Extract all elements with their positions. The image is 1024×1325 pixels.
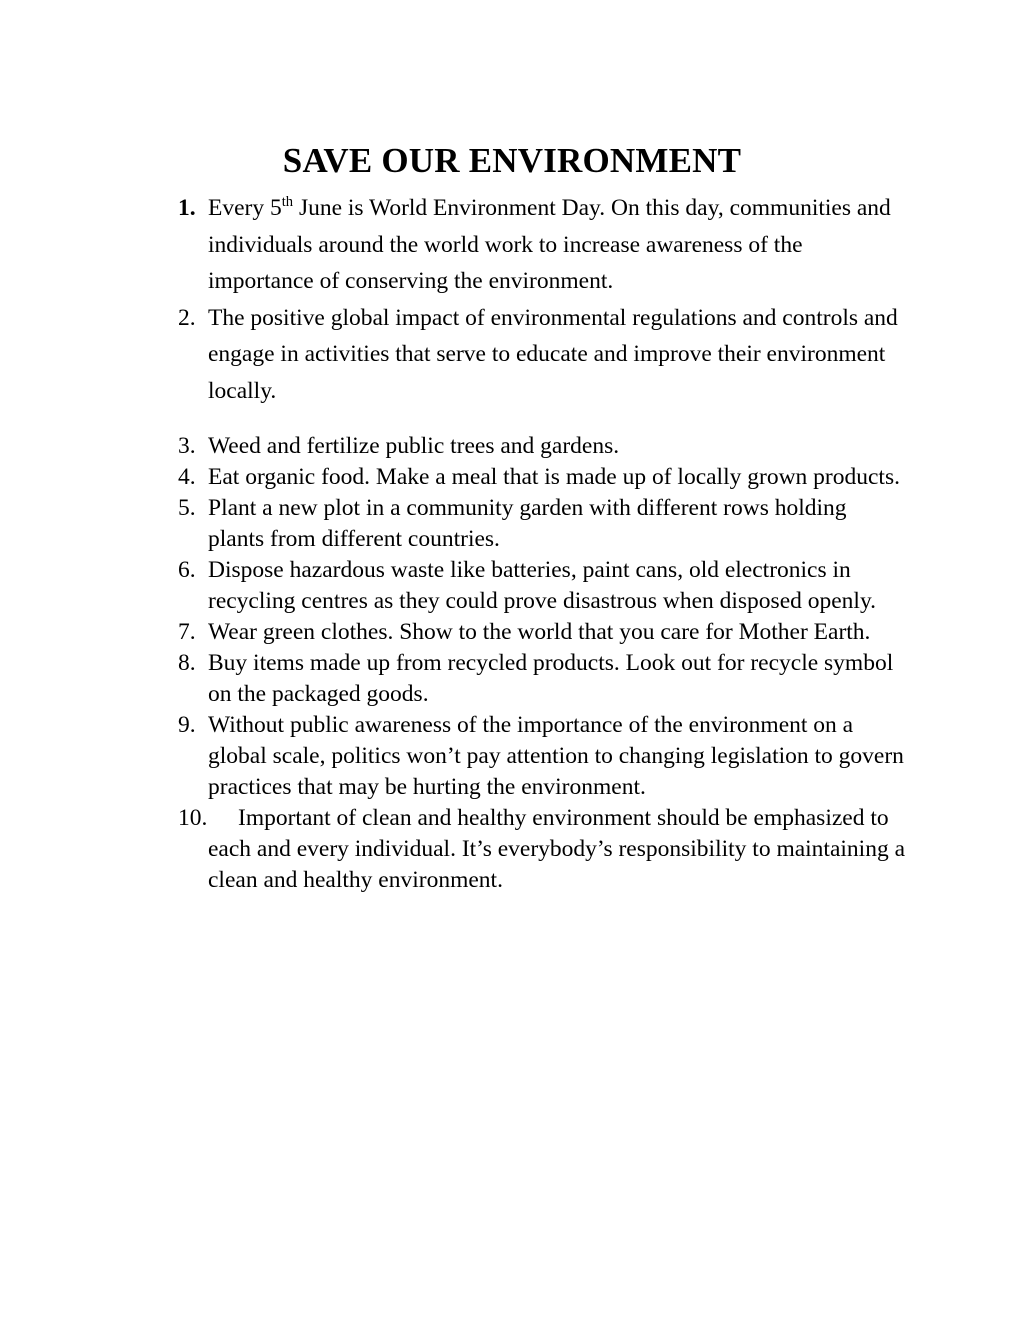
list-item <box>178 803 908 896</box>
list-item-text: Wear green clothes. Show to the world that you care for Mother Earth. <box>208 619 871 645</box>
list-item-marker: 3. <box>178 433 196 459</box>
list-item-marker: 1. <box>178 195 196 221</box>
list-item-marker: 7. <box>178 619 196 645</box>
list-item <box>178 190 908 300</box>
list-item <box>178 300 908 410</box>
list-item-text: Weed and fertilize public trees and gardens. <box>208 433 620 459</box>
list-item-marker: 5. <box>178 495 196 521</box>
list-item-text: Plant a new plot in a community garden with different rows holding plants from different countries. <box>208 495 847 552</box>
list-item-marker: 4. <box>178 464 196 490</box>
list-item-text <box>208 190 908 300</box>
list-item <box>178 710 908 803</box>
ordinal-suffix: th <box>281 194 294 211</box>
list-item-text-part: Important of clean and healthy environment should be emphasized to each and every individual. It’s everybody’s responsibility to maintaining a clean and healthy environment. <box>208 805 906 893</box>
page-title: SAVE OUR ENVIRONMENT <box>282 141 742 181</box>
list-item <box>178 648 908 710</box>
list-item-text: The positive global impact of environmental regulations and controls and engage in activities that serve to educate and improve their environment locally. <box>208 304 898 404</box>
list-item <box>178 462 908 493</box>
list-item-marker: 9. <box>178 712 196 738</box>
list-item-text: Buy items made up from recycled products. Look out for recycle symbol on the packaged goods. <box>208 650 894 707</box>
list-item-marker: 2. <box>178 304 196 331</box>
list-item-text-part: June is World Environment Day. On this day, communities and individuals around the world work to increase awareness of the importance of conserving the environment. <box>208 195 891 294</box>
list-item-text: Dispose hazardous waste like batteries, paint cans, old electronics in recycling centres as they could prove disastrous when disposed openly. <box>208 557 877 614</box>
list-item <box>178 493 908 555</box>
list-item-text: Eat organic food. Make a meal that is made up of locally grown products. <box>208 464 900 490</box>
list-item <box>178 431 908 462</box>
list-item-text <box>208 803 908 896</box>
list-item-marker: 10. <box>178 805 208 831</box>
list-item <box>178 617 908 648</box>
numbered-list <box>178 190 908 896</box>
list-item-text-part: Every 5 <box>208 195 282 221</box>
list-item-text: Without public awareness of the importance of the environment on a global scale, politics won’t pay attention to changing legislation to govern practices that may be hurting the environment. <box>208 712 904 800</box>
list-item <box>178 555 908 617</box>
list-item-marker: 6. <box>178 557 196 583</box>
list-item-marker: 8. <box>178 650 196 676</box>
